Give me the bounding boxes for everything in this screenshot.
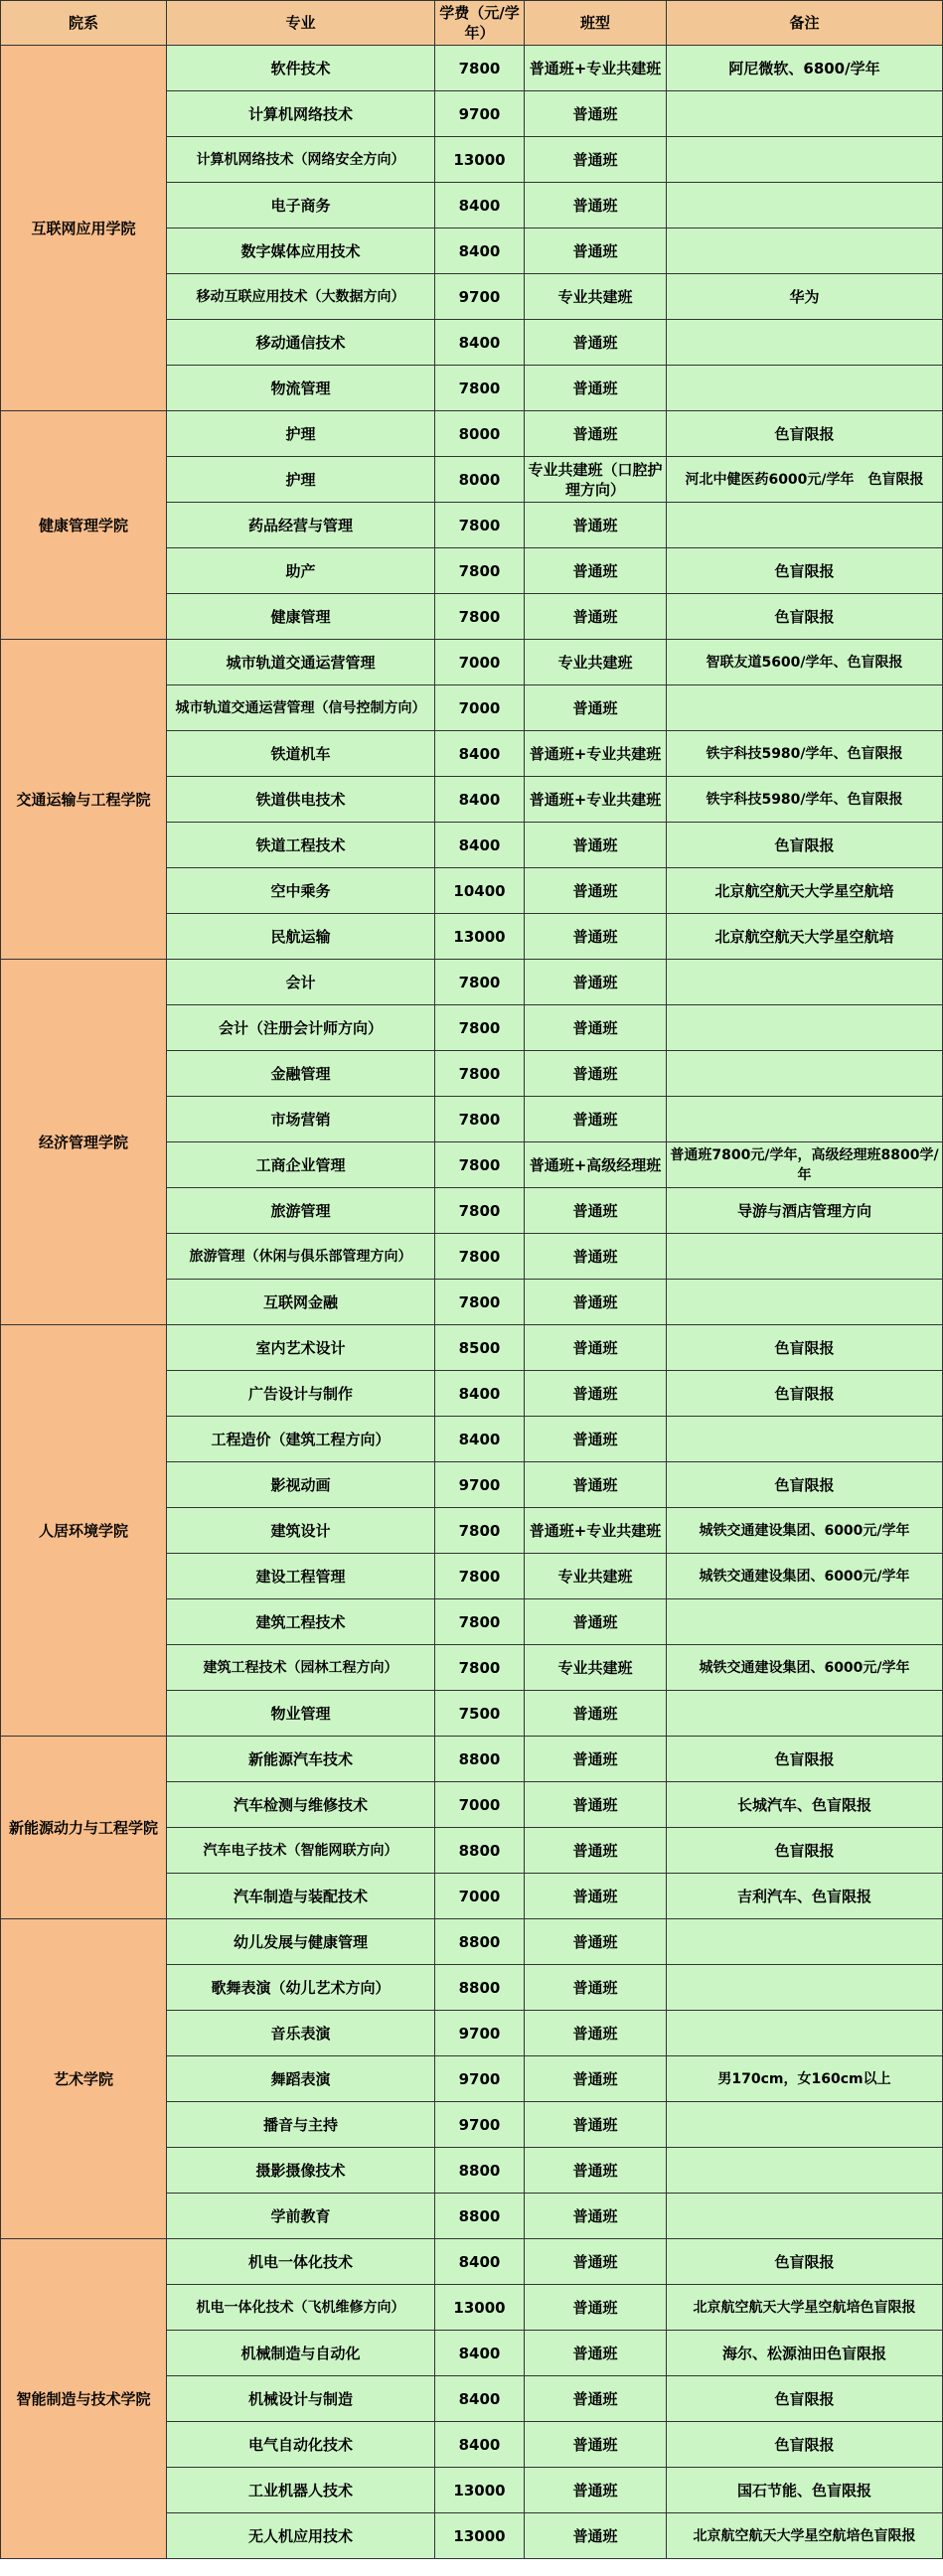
class-type-cell: 普通班	[525, 2239, 667, 2285]
table-row	[1, 411, 943, 457]
class-type-cell: 普通班	[525, 137, 667, 183]
major-cell: 汽车制造与装配技术	[167, 1874, 435, 1919]
fee-cell: 7800	[435, 1645, 525, 1691]
fee-cell: 13000	[435, 914, 525, 960]
class-type-cell: 普通班	[525, 594, 667, 640]
major-cell: 工业机器人技术	[167, 2468, 435, 2513]
note-cell	[667, 1599, 943, 1645]
major-cell: 工程造价（建筑工程方向）	[167, 1417, 435, 1462]
major-cell: 机电一体化技术	[167, 2239, 435, 2285]
major-cell: 会计（注册会计师方向）	[167, 1005, 435, 1051]
note-cell: 色盲限报	[667, 1371, 943, 1417]
major-cell: 学前教育	[167, 2194, 435, 2239]
college-name: 互联网应用学院	[1, 46, 167, 411]
major-cell: 铁道供电技术	[167, 777, 435, 823]
fee-cell: 7800	[435, 1097, 525, 1142]
major-cell: 音乐表演	[167, 2011, 435, 2056]
fee-cell: 13000	[435, 2468, 525, 2513]
fee-cell: 8400	[435, 2239, 525, 2285]
table-body	[1, 46, 943, 2559]
class-type-cell: 普通班	[525, 1097, 667, 1142]
note-cell: 色盲限报	[667, 411, 943, 457]
college-name: 经济管理学院	[1, 960, 167, 1325]
fee-cell: 7800	[435, 1280, 525, 1325]
note-cell	[667, 320, 943, 366]
major-cell: 城市轨道交通运营管理（信号控制方向）	[167, 685, 435, 731]
fee-cell: 8400	[435, 2422, 525, 2468]
class-type-cell: 普通班	[525, 1462, 667, 1508]
note-cell	[667, 1051, 943, 1097]
class-type-cell: 普通班	[525, 1599, 667, 1645]
fee-cell: 7000	[435, 685, 525, 731]
major-cell: 健康管理	[167, 594, 435, 640]
class-type-cell: 普通班	[525, 1417, 667, 1462]
header-college: 院系	[1, 1, 167, 46]
class-type-cell: 专业共建班（口腔护理方向）	[525, 457, 667, 503]
note-cell	[667, 503, 943, 548]
class-type-cell: 普通班+专业共建班	[525, 777, 667, 823]
fee-cell: 13000	[435, 137, 525, 183]
major-cell: 新能源汽车技术	[167, 1737, 435, 1782]
table-row	[1, 960, 943, 1005]
college-name: 人居环境学院	[1, 1325, 167, 1737]
major-cell: 数字媒体应用技术	[167, 228, 435, 274]
note-cell	[667, 1965, 943, 2011]
class-type-cell: 普通班	[525, 1874, 667, 1919]
major-cell: 电子商务	[167, 183, 435, 228]
fee-cell: 7800	[435, 1599, 525, 1645]
major-cell: 铁道机车	[167, 731, 435, 777]
major-cell: 无人机应用技术	[167, 2513, 435, 2559]
class-type-cell: 普通班	[525, 1919, 667, 1965]
major-cell: 空中乘务	[167, 868, 435, 914]
fee-cell: 7800	[435, 46, 525, 91]
class-type-cell: 普通班	[525, 320, 667, 366]
note-cell	[667, 2148, 943, 2194]
note-cell: 男170cm，女160cm以上	[667, 2056, 943, 2102]
note-cell: 色盲限报	[667, 2376, 943, 2422]
fee-cell: 7000	[435, 1874, 525, 1919]
table-row	[1, 2239, 943, 2285]
major-cell: 护理	[167, 457, 435, 503]
table-row	[1, 640, 943, 685]
class-type-cell: 普通班	[525, 2376, 667, 2422]
note-cell: 长城汽车、色盲限报	[667, 1782, 943, 1828]
major-cell: 计算机网络技术（网络安全方向）	[167, 137, 435, 183]
class-type-cell: 专业共建班	[525, 1554, 667, 1599]
note-cell	[667, 1005, 943, 1051]
class-type-cell: 普通班	[525, 1371, 667, 1417]
note-cell: 色盲限报	[667, 594, 943, 640]
note-cell	[667, 1417, 943, 1462]
note-cell: 色盲限报	[667, 1828, 943, 1874]
note-cell	[667, 91, 943, 137]
note-cell: 智联友道5600/学年、色盲限报	[667, 640, 943, 685]
note-cell	[667, 1691, 943, 1737]
fee-cell: 8400	[435, 228, 525, 274]
major-cell: 机械设计与制造	[167, 2376, 435, 2422]
class-type-cell: 普通班	[525, 1234, 667, 1280]
class-type-cell: 普通班	[525, 2011, 667, 2056]
class-type-cell: 普通班	[525, 2194, 667, 2239]
fee-cell: 7800	[435, 1234, 525, 1280]
class-type-cell: 普通班	[525, 2468, 667, 2513]
college-name: 健康管理学院	[1, 411, 167, 640]
major-cell: 汽车电子技术（智能网联方向）	[167, 1828, 435, 1874]
fee-cell: 7800	[435, 1051, 525, 1097]
fee-cell: 8400	[435, 731, 525, 777]
header-class-type: 班型	[525, 1, 667, 46]
fee-cell: 8400	[435, 1371, 525, 1417]
major-cell: 幼儿发展与健康管理	[167, 1919, 435, 1965]
fee-cell: 7800	[435, 548, 525, 594]
class-type-cell: 普通班	[525, 2422, 667, 2468]
note-cell: 色盲限报	[667, 1325, 943, 1371]
class-type-cell: 普通班+专业共建班	[525, 46, 667, 91]
class-type-cell: 普通班	[525, 685, 667, 731]
fee-cell: 9700	[435, 274, 525, 320]
major-cell: 会计	[167, 960, 435, 1005]
class-type-cell: 专业共建班	[525, 640, 667, 685]
note-cell: 城铁交通建设集团、6000元/学年	[667, 1645, 943, 1691]
major-cell: 播音与主持	[167, 2102, 435, 2148]
major-cell: 移动通信技术	[167, 320, 435, 366]
table-row	[1, 46, 943, 91]
major-cell: 物业管理	[167, 1691, 435, 1737]
major-cell: 金融管理	[167, 1051, 435, 1097]
fee-cell: 9700	[435, 2011, 525, 2056]
major-cell: 护理	[167, 411, 435, 457]
major-cell: 机电一体化技术（飞机维修方向）	[167, 2285, 435, 2331]
fee-cell: 8400	[435, 777, 525, 823]
class-type-cell: 普通班	[525, 2102, 667, 2148]
class-type-cell: 普通班	[525, 914, 667, 960]
fee-cell: 8000	[435, 411, 525, 457]
major-cell: 建筑工程技术	[167, 1599, 435, 1645]
class-type-cell: 普通班	[525, 868, 667, 914]
major-cell: 物流管理	[167, 366, 435, 411]
major-cell: 工商企业管理	[167, 1142, 435, 1188]
class-type-cell: 普通班	[525, 228, 667, 274]
header-fee: 学费（元/学年）	[435, 1, 525, 46]
note-cell: 阿尼微软、6800/学年	[667, 46, 943, 91]
note-cell: 铁宇科技5980/学年、色盲限报	[667, 731, 943, 777]
class-type-cell: 普通班	[525, 2285, 667, 2331]
class-type-cell: 普通班	[525, 2513, 667, 2559]
note-cell: 色盲限报	[667, 2239, 943, 2285]
note-cell	[667, 1097, 943, 1142]
class-type-cell: 普通班	[525, 1005, 667, 1051]
class-type-cell: 普通班	[525, 1691, 667, 1737]
header-major: 专业	[167, 1, 435, 46]
note-cell: 普通班7800元/学年，高级经理班8800学/年	[667, 1142, 943, 1188]
note-cell: 铁宇科技5980/学年、色盲限报	[667, 777, 943, 823]
header-note: 备注	[667, 1, 943, 46]
major-cell: 城市轨道交通运营管理	[167, 640, 435, 685]
class-type-cell: 普通班	[525, 1828, 667, 1874]
fee-cell: 10400	[435, 868, 525, 914]
note-cell: 城铁交通建设集团、6000元/学年	[667, 1554, 943, 1599]
class-type-cell: 普通班	[525, 91, 667, 137]
note-cell: 导游与酒店管理方向	[667, 1188, 943, 1234]
class-type-cell: 普通班	[525, 548, 667, 594]
class-type-cell: 普通班	[525, 1325, 667, 1371]
class-type-cell: 专业共建班	[525, 274, 667, 320]
note-cell: 国石节能、色盲限报	[667, 2468, 943, 2513]
note-cell: 色盲限报	[667, 1737, 943, 1782]
class-type-cell: 普通班+高级经理班	[525, 1142, 667, 1188]
note-cell	[667, 183, 943, 228]
college-name: 交通运输与工程学院	[1, 640, 167, 960]
major-cell: 计算机网络技术	[167, 91, 435, 137]
major-cell: 软件技术	[167, 46, 435, 91]
note-cell: 城铁交通建设集团、6000元/学年	[667, 1508, 943, 1554]
major-cell: 市场营销	[167, 1097, 435, 1142]
class-type-cell: 普通班	[525, 1280, 667, 1325]
note-cell	[667, 1280, 943, 1325]
fee-cell: 7000	[435, 640, 525, 685]
note-cell: 北京航空航天大学星空航培	[667, 868, 943, 914]
table-row	[1, 1737, 943, 1782]
note-cell	[667, 960, 943, 1005]
major-cell: 电气自动化技术	[167, 2422, 435, 2468]
header-row	[1, 1, 943, 46]
fee-cell: 8800	[435, 1737, 525, 1782]
note-cell	[667, 137, 943, 183]
major-cell: 舞蹈表演	[167, 2056, 435, 2102]
note-cell	[667, 1234, 943, 1280]
fee-cell: 7500	[435, 1691, 525, 1737]
class-type-cell: 普通班	[525, 1965, 667, 2011]
note-cell	[667, 1919, 943, 1965]
fee-cell: 8400	[435, 823, 525, 868]
college-name: 智能制造与技术学院	[1, 2239, 167, 2559]
fee-cell: 7800	[435, 1005, 525, 1051]
class-type-cell: 普通班	[525, 411, 667, 457]
fee-cell: 9700	[435, 1462, 525, 1508]
note-cell: 海尔、松源油田色盲限报	[667, 2331, 943, 2376]
fee-cell: 7000	[435, 1782, 525, 1828]
fee-cell: 9700	[435, 2056, 525, 2102]
class-type-cell: 普通班	[525, 1188, 667, 1234]
fee-cell: 8800	[435, 1919, 525, 1965]
note-cell: 北京航空航天大学星空航培色盲限报	[667, 2285, 943, 2331]
note-cell: 色盲限报	[667, 1462, 943, 1508]
note-cell: 色盲限报	[667, 2422, 943, 2468]
fee-cell: 8800	[435, 1828, 525, 1874]
fee-cell: 13000	[435, 2513, 525, 2559]
class-type-cell: 专业共建班	[525, 1645, 667, 1691]
table-header	[1, 1, 943, 46]
class-type-cell: 普通班	[525, 2331, 667, 2376]
major-cell: 汽车检测与维修技术	[167, 1782, 435, 1828]
fee-cell: 13000	[435, 2285, 525, 2331]
note-cell	[667, 228, 943, 274]
fee-cell: 7800	[435, 960, 525, 1005]
note-cell	[667, 2194, 943, 2239]
fee-cell: 7800	[435, 594, 525, 640]
fee-cell: 8800	[435, 2194, 525, 2239]
fee-cell: 9700	[435, 2102, 525, 2148]
major-cell: 助产	[167, 548, 435, 594]
fee-cell: 8400	[435, 2331, 525, 2376]
class-type-cell: 普通班+专业共建班	[525, 731, 667, 777]
fee-cell: 7800	[435, 1554, 525, 1599]
major-cell: 移动互联应用技术（大数据方向）	[167, 274, 435, 320]
major-cell: 机械制造与自动化	[167, 2331, 435, 2376]
fee-cell: 8400	[435, 183, 525, 228]
note-cell: 河北中健医药6000元/学年 色盲限报	[667, 457, 943, 503]
major-cell: 建设工程管理	[167, 1554, 435, 1599]
class-type-cell: 普通班	[525, 2056, 667, 2102]
major-cell: 室内艺术设计	[167, 1325, 435, 1371]
major-cell: 广告设计与制作	[167, 1371, 435, 1417]
class-type-cell: 普通班	[525, 366, 667, 411]
note-cell: 北京航空航天大学星空航培	[667, 914, 943, 960]
class-type-cell: 普通班	[525, 1051, 667, 1097]
table-row	[1, 1325, 943, 1371]
fee-cell: 7800	[435, 1188, 525, 1234]
fee-cell: 8800	[435, 1965, 525, 2011]
class-type-cell: 普通班	[525, 2148, 667, 2194]
major-cell: 互联网金融	[167, 1280, 435, 1325]
class-type-cell: 普通班	[525, 1782, 667, 1828]
major-cell: 旅游管理	[167, 1188, 435, 1234]
note-cell: 吉利汽车、色盲限报	[667, 1874, 943, 1919]
note-cell: 北京航空航天大学星空航培色盲限报	[667, 2513, 943, 2559]
major-cell: 摄影摄像技术	[167, 2148, 435, 2194]
college-name: 艺术学院	[1, 1919, 167, 2239]
college-name: 新能源动力与工程学院	[1, 1737, 167, 1919]
fee-cell: 7800	[435, 1142, 525, 1188]
class-type-cell: 普通班	[525, 503, 667, 548]
fee-cell: 7800	[435, 503, 525, 548]
major-cell: 歌舞表演（幼儿艺术方向）	[167, 1965, 435, 2011]
note-cell	[667, 2102, 943, 2148]
note-cell	[667, 2011, 943, 2056]
note-cell	[667, 685, 943, 731]
major-cell: 药品经营与管理	[167, 503, 435, 548]
major-cell: 建筑工程技术（园林工程方向）	[167, 1645, 435, 1691]
major-cell: 建筑设计	[167, 1508, 435, 1554]
fee-cell: 8400	[435, 320, 525, 366]
note-cell: 色盲限报	[667, 548, 943, 594]
class-type-cell: 普通班+专业共建班	[525, 1508, 667, 1554]
major-cell: 旅游管理（休闲与俱乐部管理方向）	[167, 1234, 435, 1280]
note-cell	[667, 366, 943, 411]
fee-cell: 7800	[435, 1508, 525, 1554]
class-type-cell: 普通班	[525, 1737, 667, 1782]
fee-cell: 8500	[435, 1325, 525, 1371]
fee-cell: 8000	[435, 457, 525, 503]
note-cell: 华为	[667, 274, 943, 320]
major-cell: 影视动画	[167, 1462, 435, 1508]
note-cell: 色盲限报	[667, 823, 943, 868]
major-cell: 铁道工程技术	[167, 823, 435, 868]
major-cell: 民航运输	[167, 914, 435, 960]
fee-cell: 9700	[435, 91, 525, 137]
table-row	[1, 1919, 943, 1965]
fee-cell: 8800	[435, 2148, 525, 2194]
fee-cell: 7800	[435, 366, 525, 411]
class-type-cell: 普通班	[525, 960, 667, 1005]
class-type-cell: 普通班	[525, 183, 667, 228]
class-type-cell: 普通班	[525, 823, 667, 868]
fee-cell: 8400	[435, 2376, 525, 2422]
fee-cell: 8400	[435, 1417, 525, 1462]
